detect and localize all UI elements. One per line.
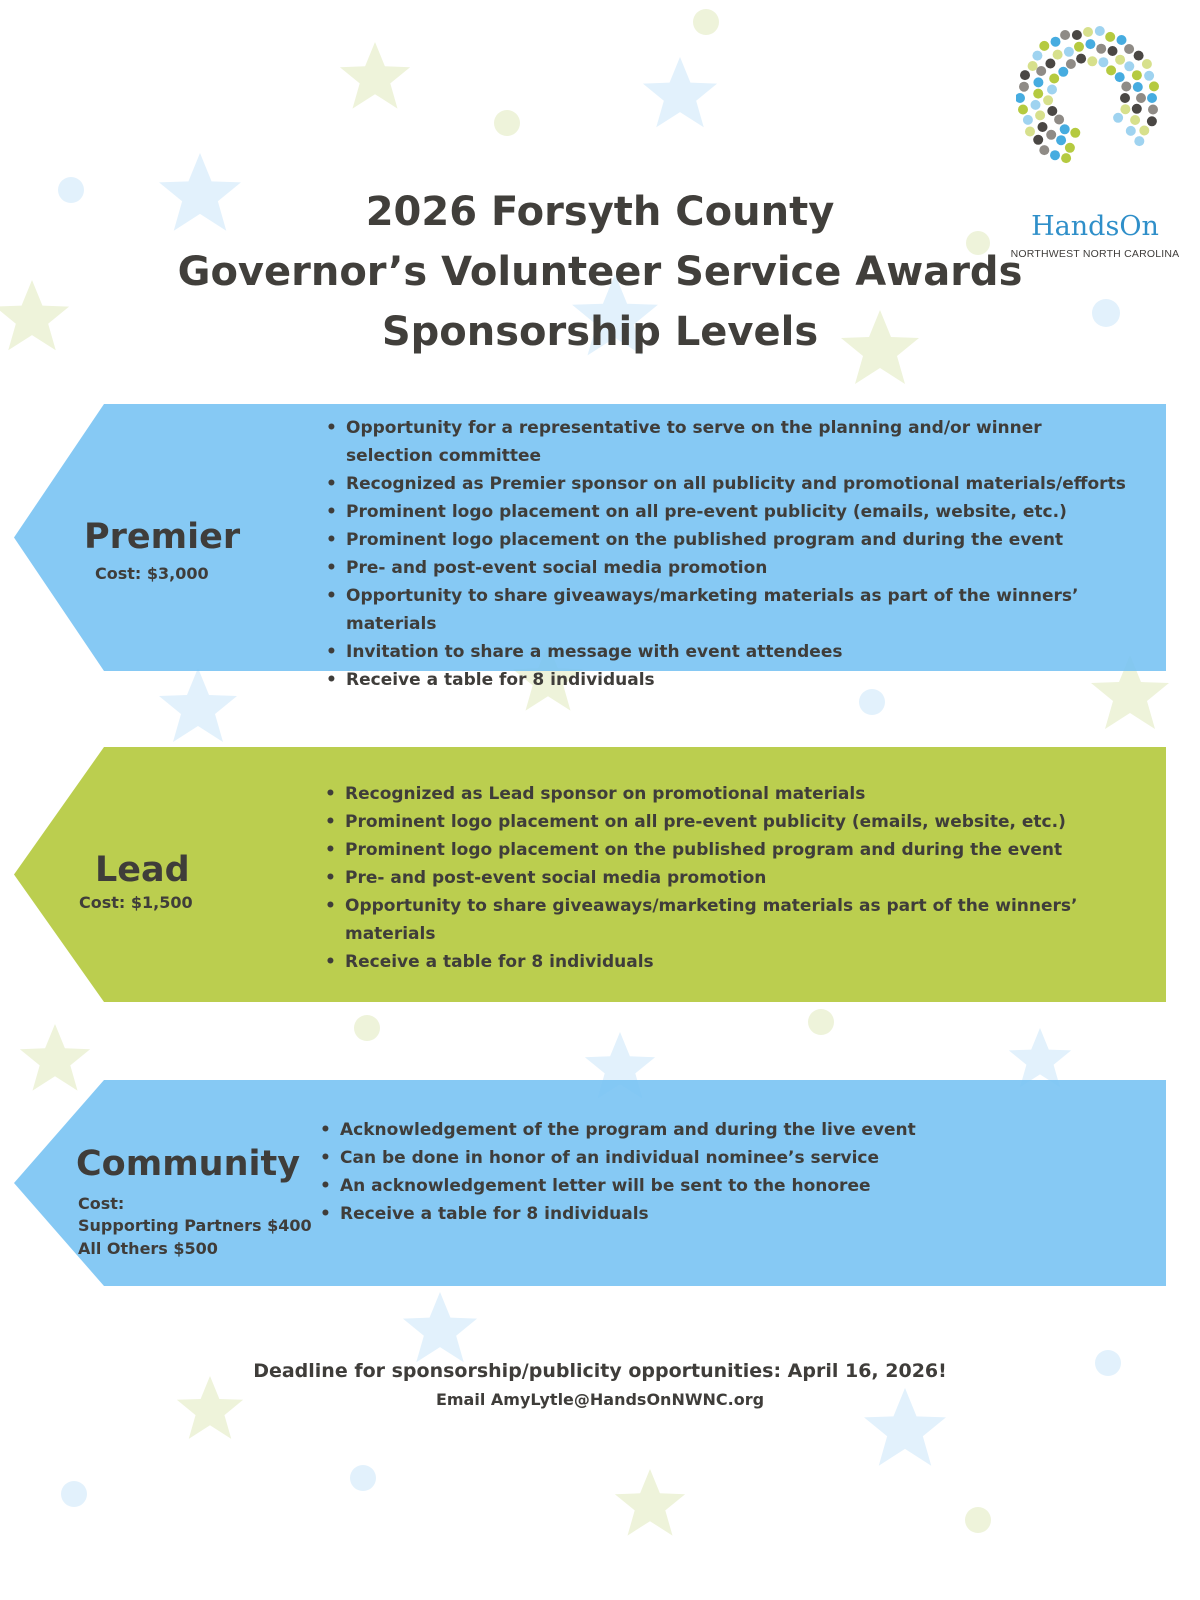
logo-dot [1072,30,1082,40]
handson-logo-mark [1016,20,1176,195]
logo-dot [1124,44,1134,54]
list-item: • Prominent logo placement on the published program and during the event [326,526,1126,554]
logo-dot [1133,82,1143,92]
logo-dot [1136,93,1146,103]
logo-dot [1033,89,1043,99]
logo-dot [1025,127,1035,137]
logo-dot [1070,128,1080,138]
logo-dot [1036,66,1046,76]
community-level-band [14,1080,1166,1286]
list-item: • Receive a table for 8 individuals [326,666,1126,694]
logo-dot [1144,71,1154,81]
logo-dot [1047,106,1057,116]
community-level-name: Community [76,1144,301,1184]
list-item: • Recognized as Premier sponsor on all publicity and promotional materials/efforts [326,470,1126,498]
logo-dot [1060,124,1070,134]
logo-subtitle: NORTHWEST NORTH CAROLINA [1010,248,1180,260]
logo-dot [1028,61,1038,71]
logo-dot [1053,50,1063,60]
logo-dot [1043,95,1053,105]
community-cost-supporting: Supporting Partners $400 [78,1216,312,1235]
logo-dot [1087,56,1097,66]
list-item: • Recognized as Lead sponsor on promotional materials [325,780,1145,808]
list-item: • Receive a table for 8 individuals [325,948,1145,976]
list-item: • Acknowledgement of the program and during the live event [320,1116,1080,1144]
logo-dot [1016,93,1025,103]
logo-dot [1050,150,1060,160]
logo-dot [1047,85,1057,95]
list-item: • Receive a table for 8 individuals [320,1200,1080,1228]
logo-dot [1120,93,1130,103]
logo-dot [1056,135,1066,145]
logo-dot [1038,122,1048,132]
list-item: • Invitation to share a message with event attendees [326,638,1126,666]
logo-dot [1018,105,1028,115]
community-cost-others: All Others $500 [78,1239,218,1258]
logo-dot [1060,30,1070,40]
premier-level-name: Premier [84,517,241,557]
logo-dot [1117,35,1127,45]
logo-dot [1139,126,1149,136]
logo-dot [1076,54,1086,64]
logo-dot [1058,67,1068,77]
logo-dot [1065,143,1075,153]
community-cost-label: Cost: [78,1194,125,1213]
lead-level-name: Lead [95,850,190,890]
logo-dot [1061,153,1071,163]
list-item: • An acknowledgement letter will be sent to the honoree [320,1172,1080,1200]
list-item: • Prominent logo placement on all pre-event publicity (emails, website, etc.) [326,498,1126,526]
logo-dot [1108,46,1118,56]
logo-dot [1046,130,1056,140]
logo-dot [1106,65,1116,75]
logo-dot [1035,110,1045,120]
lead-benefits-list [325,780,1145,976]
page-title [150,182,1050,362]
list-item: • Pre- and post-event social media promotion [326,554,1126,582]
list-item: • Prominent logo placement on the published program and during the event [325,836,1145,864]
logo-dot [1147,93,1157,103]
logo-dot [1019,82,1029,92]
logo-dot [1115,55,1125,65]
premier-level-cost: Cost: $3,000 [95,564,209,583]
logo-dot [1126,126,1136,136]
list-item: • Opportunity for a representative to serve on the planning and/or winner selection committee [326,414,1126,470]
logo-dot [1147,116,1157,126]
logo-dot [1130,115,1140,125]
contact-email: Email AmyLytle@HandsOnNWNC.org [435,1390,765,1409]
logo-dot [1098,57,1108,67]
logo-dot [1132,70,1142,80]
logo-dot [1032,51,1042,61]
logo-dot [1113,113,1123,123]
logo-dot [1023,115,1033,125]
logo-dot [1033,77,1043,87]
logo-dot [1083,27,1093,37]
logo-dot [1148,105,1158,115]
logo-dot [1124,61,1134,71]
logo-dot [1049,74,1059,84]
title-line-3: Sponsorship Levels [381,309,819,355]
logo-dot [1120,104,1130,114]
lead-level-band [14,747,1166,1002]
logo-dot [1134,51,1144,61]
title-line-2: Governor’s Volunteer Service Awards [177,249,1023,295]
lead-level-cost: Cost: $1,500 [79,893,193,912]
logo-dot [1020,70,1030,80]
logo-dot [1085,39,1095,49]
premier-benefits-list [326,414,1126,694]
logo-dot [1033,135,1043,145]
logo-dot [1064,47,1074,57]
logo-dot [1066,59,1076,69]
logo-dot [1054,115,1064,125]
logo-dot [1096,44,1106,54]
list-item: • Pre- and post-event social media promotion [325,864,1145,892]
logo-dot [1134,136,1144,146]
logo-dot [1095,26,1105,36]
premier-level-band [14,404,1166,690]
logo-dot [1105,32,1115,42]
footer [0,1354,1200,1412]
logo-dot [1149,81,1159,91]
logo-dot [1039,145,1049,155]
logo-dot [1142,59,1152,69]
list-item: • Prominent logo placement on all pre-event publicity (emails, website, etc.) [325,808,1145,836]
logo-dot [1121,82,1131,92]
logo-dot [1132,104,1142,114]
list-item: • Opportunity to share giveaways/marketing materials as part of the winners’ materials [326,582,1126,638]
list-item: • Opportunity to share giveaways/marketing materials as part of the winners’ materials [325,892,1145,948]
logo-dot [1115,72,1125,82]
logo-dot [1045,59,1055,69]
logo-dot [1039,41,1049,51]
title-line-1: 2026 Forsyth County [365,189,835,235]
deadline-text: Deadline for sponsorship/publicity opportunities: April 16, 2026! [253,1360,947,1382]
logo-dot [1031,100,1041,110]
community-benefits-list [320,1116,1080,1228]
logo-dot [1051,37,1061,47]
logo-dot [1074,42,1084,52]
list-item: • Can be done in honor of an individual nominee’s service [320,1144,1080,1172]
logo-wordmark: HandsOn [1031,211,1159,242]
